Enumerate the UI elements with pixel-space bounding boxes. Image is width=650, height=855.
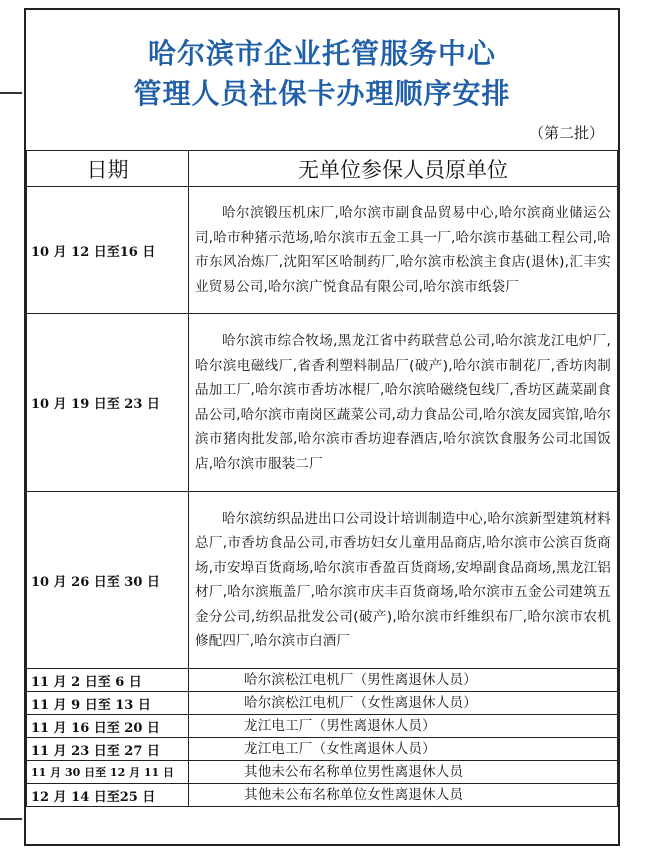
row-units: 哈尔滨松江电机厂（男性离退休人员） [189, 669, 618, 692]
table-row [27, 669, 618, 692]
header-date: 日期 [27, 151, 189, 187]
row-units [189, 492, 618, 669]
schedule-table [26, 150, 618, 807]
notice-frame [24, 8, 620, 846]
table-row [27, 492, 618, 669]
row-date: 11 月 9 日至 13 日 [27, 692, 189, 715]
row-date: 10 月 12 日至16 日 [27, 187, 189, 314]
row-date: 11 月 2 日至 6 日 [27, 669, 189, 692]
row-date: 11 月 16 日至 20 日 [27, 715, 189, 738]
title-line-1: 哈尔滨市企业托管服务中心 [147, 37, 496, 70]
margin-rule-top [0, 92, 22, 94]
row-units [189, 187, 618, 314]
table-row [27, 314, 618, 492]
row-units: 龙江电工厂（女性离退休人员） [189, 738, 618, 761]
row-date: 10 月 26 日至 30 日 [27, 492, 189, 669]
row-date: 12 月 14 日至25 日 [27, 784, 189, 807]
row-date: 11 月 23 日至 27 日 [27, 738, 189, 761]
row-units-text: 哈尔滨纺织品进出口公司设计培训制造中心,哈尔滨新型建筑材料总厂,市香坊食品公司,市香坊妇女儿童用品商店,哈尔滨市公滨百货商场,市安埠百货商场,哈尔滨市香盈百货商场,安埠副食品商场,黑龙江铝材厂,哈尔滨瓶盖厂,哈尔滨市庆丰百货商场,哈尔滨市五金公司建筑五金分公司,纺织品批发公司(破产),哈尔滨市纤维织布厂,哈尔滨市农机修配四厂,哈尔滨市白酒厂 [195, 510, 611, 649]
row-units: 其他未公布名称单位女性离退休人员 [189, 784, 618, 807]
row-units: 其他未公布名称单位男性离退休人员 [189, 761, 618, 784]
table-row [27, 187, 618, 314]
row-date: 11 月 30 日至 12 月 11 日 [27, 761, 189, 784]
row-units [189, 314, 618, 492]
table-row [27, 738, 618, 761]
table-row [27, 784, 618, 807]
table-header-row [27, 151, 618, 187]
title-line-2: 管理人员社保卡办理顺序安排 [133, 77, 511, 110]
margin-rule-bottom [0, 818, 22, 820]
table-row [27, 715, 618, 738]
row-units: 哈尔滨松江电机厂（女性离退休人员） [189, 692, 618, 715]
table-row [27, 761, 618, 784]
header-units: 无单位参保人员原单位 [189, 151, 618, 187]
table-row [27, 692, 618, 715]
batch-label: （第二批） [528, 124, 604, 142]
row-units-text: 哈尔滨锻压机床厂,哈尔滨市副食品贸易中心,哈尔滨商业储运公司,哈市种猪示范场,哈尔滨市五金工具一厂,哈尔滨市基础工程公司,哈市东风冶炼厂,沈阳军区哈制药厂,哈尔滨市松滨主食店(退休),汇丰实业贸易公司,哈尔滨广悦食品有限公司,哈尔滨市纸袋厂 [195, 205, 611, 295]
row-units: 龙江电工厂（男性离退休人员） [189, 715, 618, 738]
row-date: 10 月 19 日至 23 日 [27, 314, 189, 492]
row-units-text: 哈尔滨市综合牧场,黑龙江省中药联营总公司,哈尔滨龙江电炉厂,哈尔滨电磁线厂,省香利塑料制品厂(破产),哈尔滨市制花厂,香坊肉制品加工厂,哈尔滨市香坊冰棍厂,哈尔滨哈磁绕包线厂,香坊区蔬菜副食品公司,哈尔滨市南岗区蔬菜公司,动力食品公司,哈尔滨友园宾馆,哈尔滨市猪肉批发部,哈尔滨市香坊迎春酒店,哈尔滨饮食服务公司北国饭店,哈尔滨市服装二厂 [195, 333, 611, 472]
